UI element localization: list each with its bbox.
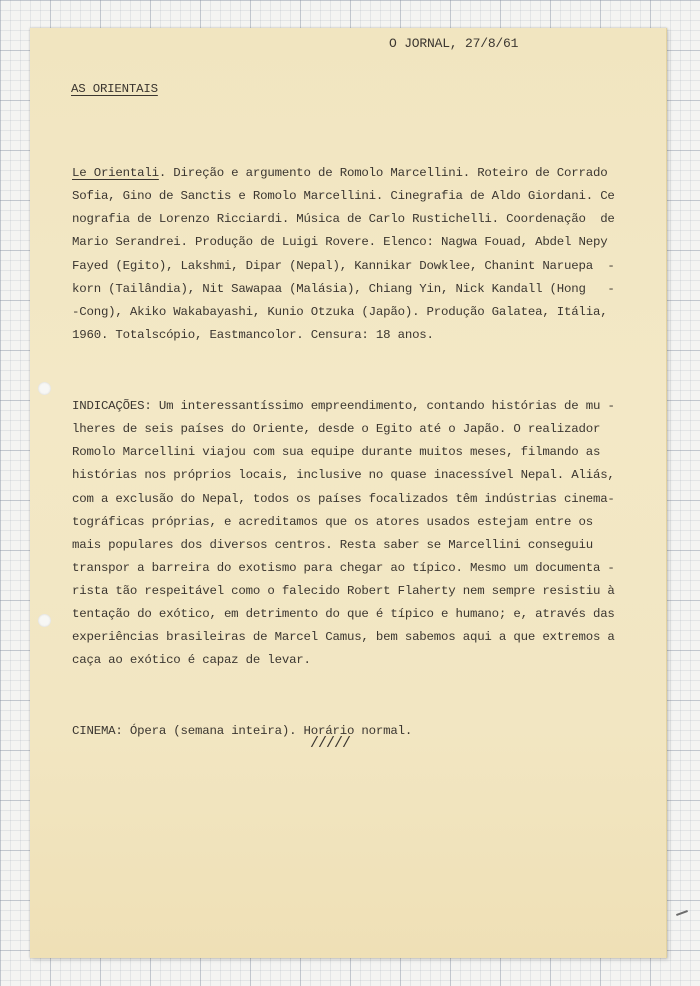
pencil-mark [676, 910, 688, 916]
credits-line: Fayed (Egito), Lakshmi, Dipar (Nepal), Kannikar Dowklee, Chanint Naruepa - [72, 258, 615, 273]
review-line: caça ao exótico é capaz de levar. [72, 653, 311, 668]
credits-line: Mario Serandrei. Produção de Luigi Rovere. Elenco: Nagwa Fouad, Abdel Nepy [72, 235, 608, 250]
cinema-label: CINEMA [72, 724, 116, 739]
cinema-paragraph [72, 720, 642, 743]
film-title: Le Orientali [72, 166, 159, 181]
review-line: lheres de seis países do Oriente, desde o Egito até o Japão. O realizador [72, 422, 601, 437]
review-line: experiências brasileiras de Marcel Camus, bem sabemos aqui a que extremos a [72, 630, 615, 645]
indications-label: INDICAÇÕES [72, 399, 145, 414]
article-title: AS ORIENTAIS [71, 82, 158, 96]
punch-hole [38, 382, 51, 395]
credits-line: . Direção e argumento de Romolo Marcellini. Roteiro de Corrado [158, 166, 608, 181]
credits-line: nografia de Lorenzo Ricciardi. Música de Carlo Rustichelli. Coordenação de [72, 212, 615, 227]
review-line: mais populares dos diversos centros. Resta saber se Marcellini conseguiu [72, 537, 593, 552]
credits-line: Sofia, Gino de Sanctis e Romolo Marcellini. Cinegrafia de Aldo Giordani. Ce [72, 189, 615, 204]
credits-line: korn (Tailândia), Nit Sawapaa (Malásia), Chiang Yin, Nick Kandall (Hong - [72, 281, 615, 296]
review-line: tográficas próprias, e acreditamos que os atores usados estejam entre os [72, 514, 593, 529]
review-line: tentação do exótico, em detrimento do que é típico e humano; e, através das [72, 606, 615, 621]
review-paragraph [72, 395, 642, 672]
credits-paragraph [72, 162, 642, 347]
review-line: rista tão respeitável como o falecido Robert Flaherty nem sempre resistiu à [72, 583, 615, 598]
credits-line: -Cong), Akiko Wakabayashi, Kunio Otzuka (Japão). Produção Galatea, Itália, [72, 304, 608, 319]
cinema-info: : Ópera (semana inteira). Horário normal. [115, 724, 413, 739]
review-line: : Um interessantíssimo empreendimento, contando histórias de mu - [144, 399, 615, 414]
review-line: com a exclusão do Nepal, todos os países focalizados têm indústrias cinema- [72, 491, 615, 506]
credits-line: 1960. Totalscópio, Eastmancolor. Censura: 18 anos. [72, 327, 434, 342]
article-body [72, 116, 642, 767]
punch-hole [38, 614, 51, 627]
review-line: Romolo Marcellini viajou com sua equipe durante muitos meses, filmando as [72, 445, 601, 460]
newspaper-date: O JORNAL, 27/8/61 [389, 36, 519, 51]
review-line: histórias nos próprios locais, inclusive no quase inacessível Nepal. Aliás, [72, 468, 615, 483]
end-marks: ///// [310, 735, 351, 752]
review-line: transpor a barreira do exotismo para chegar ao típico. Mesmo um documenta - [72, 560, 615, 575]
